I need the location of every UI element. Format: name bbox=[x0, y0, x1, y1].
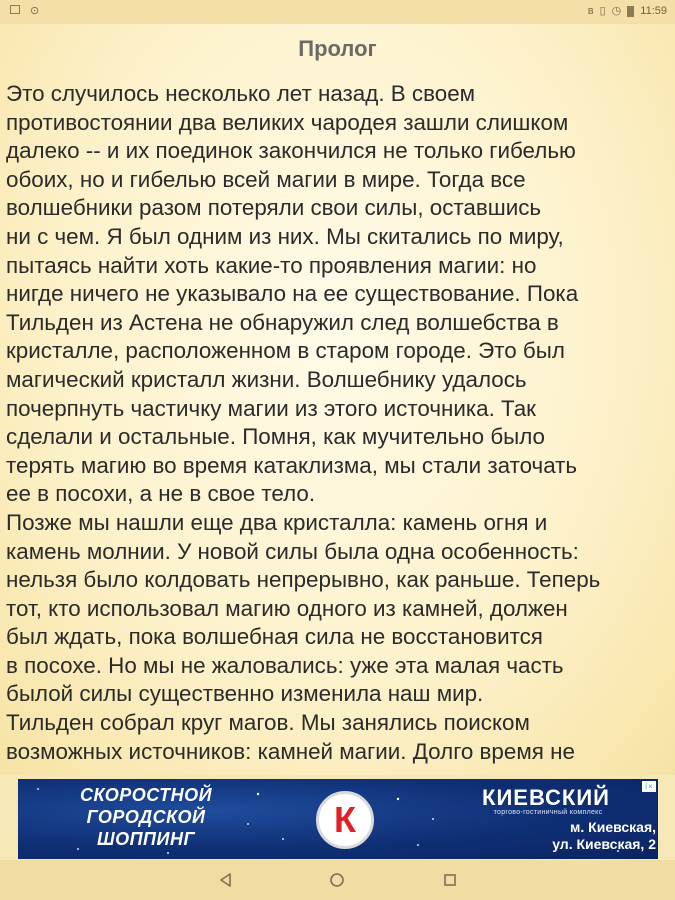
text-line: ее в посохи, а не в свое тело. bbox=[6, 481, 316, 507]
ad-slogan-line: ГОРОДСКОЙ bbox=[86, 807, 206, 827]
ad-choices-icon[interactable]: i × bbox=[642, 781, 656, 792]
sync-icon: ⊙ bbox=[30, 5, 40, 17]
text-line: магический кристалл жизни. Волшебнику удалось bbox=[6, 366, 527, 392]
recents-icon[interactable] bbox=[440, 870, 460, 890]
ad-logo-letter: К bbox=[334, 799, 356, 840]
ad-brand: КИЕВСКИЙ bbox=[482, 785, 610, 810]
navigation-bar bbox=[0, 860, 675, 900]
text-line: возможных источников: камней магии. Долго время не bbox=[6, 738, 575, 764]
ad-address-line: ул. Киевская, 2 bbox=[552, 836, 656, 852]
status-time: 11:59 bbox=[640, 5, 667, 17]
status-left-icons bbox=[10, 5, 39, 17]
ad-slogan bbox=[46, 784, 246, 850]
text-line: противостоянии два великих чародея зашли слишком bbox=[6, 109, 569, 135]
text-line: в посохе. Но мы не жаловались: уже эта малая часть bbox=[6, 652, 564, 678]
text-line: волшебники разом потеряли свои силы, оставшись bbox=[6, 195, 542, 221]
vibrate-icon: ▯ bbox=[599, 5, 606, 17]
home-icon[interactable] bbox=[327, 870, 347, 890]
text-line: сделали и остальные. Помня, как мучительно было bbox=[6, 424, 546, 450]
text-line: Позже мы нашли еще два кристалла: камень огня и bbox=[6, 509, 548, 535]
text-line: терять магию во время катаклизма, мы стали заточать bbox=[6, 452, 578, 478]
text-line: далеко -- и их поединок закончился не только гибелью bbox=[6, 138, 576, 164]
text-line: камень молнии. У новой силы была одна особенность: bbox=[6, 538, 579, 564]
battery-icon bbox=[627, 6, 634, 17]
status-right-icons bbox=[588, 5, 667, 17]
ad-banner[interactable] bbox=[18, 779, 658, 859]
chapter-title: Пролог bbox=[298, 36, 377, 61]
ad-brand-subtitle: торгово-гостиничный комплекс bbox=[493, 809, 603, 816]
text-line: тот, кто использовал магию одного из камней, должен bbox=[6, 595, 568, 621]
status-bar bbox=[0, 0, 675, 24]
text-line: ни с чем. Я был одним из них. Мы скитались по миру, bbox=[6, 223, 564, 249]
ad-address bbox=[456, 819, 656, 853]
text-line: былой силы существенно изменила наш мир. bbox=[6, 681, 484, 707]
bluetooth-icon: ʙ bbox=[587, 5, 594, 17]
ad-slogan-line: ШОППИНГ bbox=[96, 829, 195, 849]
ad-logo bbox=[316, 791, 374, 849]
text-line: пытаясь найти хоть какие-то проявления магии: но bbox=[6, 252, 537, 278]
ad-address-line: м. Киевская, bbox=[570, 819, 656, 835]
ad-slogan-line: СКОРОСТНОЙ bbox=[79, 785, 213, 805]
alarm-icon: ◷ bbox=[611, 5, 622, 17]
text-line: Тильден из Астена не обнаружил след волшебства в bbox=[6, 309, 559, 335]
text-line: почерпнуть частичку магии из этого источника. Так bbox=[6, 395, 536, 421]
back-icon[interactable] bbox=[216, 870, 236, 890]
text-line: обоих, но и гибелью всей магии в мире. Тогда все bbox=[6, 166, 526, 192]
reader-page[interactable] bbox=[0, 24, 675, 775]
text-line: нигде ничего не указывало на ее существование. Пока bbox=[6, 281, 579, 307]
text-line: кристалле, расположенном в старом городе. Это был bbox=[6, 338, 565, 364]
text-line: Это случилось несколько лет назад. В своем bbox=[6, 81, 476, 106]
text-line: Тильден собрал круг магов. Мы занялись поиском bbox=[6, 710, 530, 736]
text-line: был ждать, пока волшебная сила не восстановится bbox=[6, 624, 543, 650]
text-line: нельзя было колдовать непрерывно, как раньше. Теперь bbox=[6, 567, 601, 593]
mail-icon bbox=[10, 5, 20, 14]
chapter-text bbox=[6, 80, 670, 766]
